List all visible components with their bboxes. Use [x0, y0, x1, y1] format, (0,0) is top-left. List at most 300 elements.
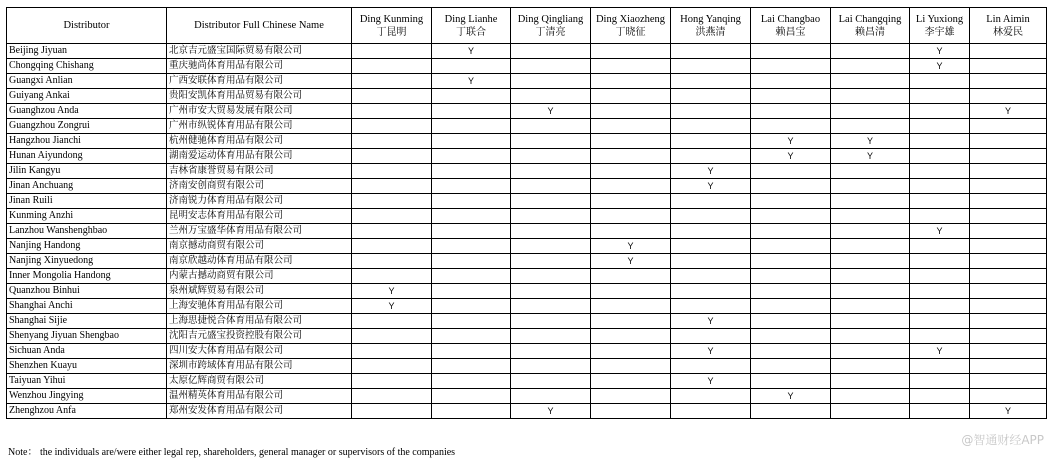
mark-cell-empty [432, 134, 511, 149]
mark-cell-yes: Y [831, 149, 910, 164]
table-row [7, 344, 1047, 359]
mark-cell-empty [831, 389, 910, 404]
table-row [7, 44, 1047, 59]
mark-cell-empty [751, 254, 831, 269]
mark-cell-yes: Y [671, 374, 751, 389]
mark-cell-empty [511, 59, 591, 74]
distributor-chinese-name: 四川安大体育用品有限公司 [167, 344, 352, 359]
mark-cell-empty [591, 404, 671, 419]
mark-cell-empty [671, 284, 751, 299]
header-person-en: Ding Xiaozheng [595, 13, 666, 25]
mark-cell-empty [352, 404, 432, 419]
mark-cell-empty [970, 44, 1047, 59]
table-row [7, 74, 1047, 89]
mark-cell-empty [970, 374, 1047, 389]
mark-cell-empty [751, 74, 831, 89]
mark-cell-empty [671, 44, 751, 59]
header-person-en: Lin Aimin [986, 13, 1030, 25]
mark-cell-empty [751, 224, 831, 239]
mark-cell-empty [751, 404, 831, 419]
table-row [7, 59, 1047, 74]
table-row [7, 104, 1047, 119]
mark-cell-empty [671, 269, 751, 284]
mark-cell-empty [751, 179, 831, 194]
table-row [7, 269, 1047, 284]
distributor-chinese-name: 太原亿辉商贸有限公司 [167, 374, 352, 389]
mark-cell-empty [352, 194, 432, 209]
mark-cell-empty [831, 209, 910, 224]
distributor-name: Lanzhou Wanshenghbao [7, 224, 167, 239]
distributor-chinese-name: 昆明安志体育用品有限公司 [167, 209, 352, 224]
mark-cell-empty [591, 149, 671, 164]
mark-cell-empty [671, 299, 751, 314]
mark-cell-empty [910, 149, 970, 164]
mark-cell-empty [831, 74, 910, 89]
table-row [7, 404, 1047, 419]
mark-cell-empty [432, 149, 511, 164]
mark-cell-empty [970, 254, 1047, 269]
mark-cell-empty [591, 359, 671, 374]
mark-cell-empty [511, 194, 591, 209]
mark-cell-empty [910, 194, 970, 209]
mark-cell-empty [591, 329, 671, 344]
table-row [7, 284, 1047, 299]
mark-cell-empty [511, 389, 591, 404]
distributor-chinese-name: 广西安联体育用品有限公司 [167, 74, 352, 89]
header-person-en: Ding Kunming [359, 13, 424, 25]
distributor-name: Jinan Ruili [7, 194, 167, 209]
mark-cell-empty [970, 59, 1047, 74]
header-person [511, 8, 591, 44]
distributor-name: Shanghai Sijie [7, 314, 167, 329]
distributor-chinese-name: 济南锐力体育用品有限公司 [167, 194, 352, 209]
mark-cell-empty [591, 194, 671, 209]
distributor-name: Beijing Jiyuan [7, 44, 167, 59]
distributor-name: Quanzhou Binhui [7, 284, 167, 299]
mark-cell-empty [751, 269, 831, 284]
header-person-cn: 赖昌宝 [775, 26, 806, 38]
mark-cell-yes: Y [591, 239, 671, 254]
mark-cell-empty [511, 299, 591, 314]
mark-cell-empty [671, 404, 751, 419]
mark-cell-empty [352, 254, 432, 269]
distributor-chinese-name: 南京欣越动体育用品有限公司 [167, 254, 352, 269]
mark-cell-empty [751, 284, 831, 299]
mark-cell-empty [970, 344, 1047, 359]
mark-cell-empty [591, 299, 671, 314]
mark-cell-empty [511, 164, 591, 179]
mark-cell-empty [352, 104, 432, 119]
mark-cell-empty [831, 254, 910, 269]
mark-cell-empty [831, 284, 910, 299]
mark-cell-empty [511, 74, 591, 89]
distributor-name: Guangxi Anlian [7, 74, 167, 89]
mark-cell-yes: Y [511, 404, 591, 419]
mark-cell-empty [432, 314, 511, 329]
distributor-chinese-name: 沈阳吉元盛宝投资控股有限公司 [167, 329, 352, 344]
mark-cell-empty [910, 134, 970, 149]
mark-cell-empty [910, 104, 970, 119]
mark-cell-empty [831, 224, 910, 239]
distributor-name: Hunan Aiyundong [7, 149, 167, 164]
mark-cell-empty [591, 74, 671, 89]
mark-cell-empty [910, 119, 970, 134]
table-row [7, 119, 1047, 134]
distributor-chinese-name: 深圳市跨域体育用品有限公司 [167, 359, 352, 374]
mark-cell-empty [751, 209, 831, 224]
mark-cell-empty [751, 329, 831, 344]
mark-cell-empty [432, 224, 511, 239]
distributor-name: Shanghai Anchi [7, 299, 167, 314]
mark-cell-empty [831, 299, 910, 314]
mark-cell-empty [671, 59, 751, 74]
mark-cell-empty [511, 329, 591, 344]
mark-cell-empty [910, 404, 970, 419]
mark-cell-empty [352, 344, 432, 359]
mark-cell-empty [910, 269, 970, 284]
mark-cell-empty [591, 119, 671, 134]
mark-cell-empty [432, 59, 511, 74]
table-row [7, 314, 1047, 329]
mark-cell-empty [352, 59, 432, 74]
distributor-name: Chongqing Chishang [7, 59, 167, 74]
mark-cell-yes: Y [751, 134, 831, 149]
header-person-cn: 丁清亮 [535, 26, 566, 38]
mark-cell-empty [432, 344, 511, 359]
mark-cell-empty [970, 284, 1047, 299]
mark-cell-empty [591, 344, 671, 359]
mark-cell-empty [591, 374, 671, 389]
mark-cell-empty [591, 89, 671, 104]
mark-cell-empty [432, 164, 511, 179]
mark-cell-empty [352, 224, 432, 239]
mark-cell-empty [751, 374, 831, 389]
mark-cell-empty [751, 359, 831, 374]
table-body [7, 44, 1047, 419]
mark-cell-empty [511, 344, 591, 359]
header-person [432, 8, 511, 44]
mark-cell-empty [970, 299, 1047, 314]
mark-cell-empty [831, 89, 910, 104]
mark-cell-empty [671, 209, 751, 224]
mark-cell-empty [970, 269, 1047, 284]
mark-cell-yes: Y [352, 299, 432, 314]
mark-cell-yes: Y [751, 149, 831, 164]
mark-cell-empty [671, 104, 751, 119]
mark-cell-empty [671, 389, 751, 404]
mark-cell-empty [910, 239, 970, 254]
distributor-chinese-name: 兰州万宝盛华体育用品有限公司 [167, 224, 352, 239]
mark-cell-empty [352, 314, 432, 329]
distributor-name: Sichuan Anda [7, 344, 167, 359]
distributor-name: Jinan Anchuang [7, 179, 167, 194]
distributor-name: Guiyang Ankai [7, 89, 167, 104]
watermark: @智通财经APP [961, 433, 1044, 447]
mark-cell-empty [910, 374, 970, 389]
distributor-chinese-name: 广州市纵锐体育用品有限公司 [167, 119, 352, 134]
mark-cell-empty [511, 254, 591, 269]
distributor-name: Taiyuan Yihui [7, 374, 167, 389]
mark-cell-empty [432, 284, 511, 299]
mark-cell-empty [511, 269, 591, 284]
mark-cell-empty [352, 239, 432, 254]
mark-cell-empty [352, 44, 432, 59]
mark-cell-empty [751, 194, 831, 209]
mark-cell-empty [432, 299, 511, 314]
mark-cell-empty [352, 179, 432, 194]
mark-cell-empty [352, 359, 432, 374]
mark-cell-empty [671, 74, 751, 89]
mark-cell-yes: Y [671, 179, 751, 194]
distributor-name: Guangzhou Zongrui [7, 119, 167, 134]
mark-cell-empty [910, 329, 970, 344]
header-person-en: Lai Changbao [760, 13, 821, 25]
distributor-name: Inner Mongolia Handong [7, 269, 167, 284]
mark-cell-empty [751, 314, 831, 329]
mark-cell-empty [831, 239, 910, 254]
table-row [7, 254, 1047, 269]
mark-cell-empty [352, 74, 432, 89]
mark-cell-yes: Y [751, 389, 831, 404]
mark-cell-empty [432, 239, 511, 254]
mark-cell-empty [970, 134, 1047, 149]
mark-cell-empty [432, 194, 511, 209]
mark-cell-empty [511, 179, 591, 194]
table-row [7, 239, 1047, 254]
mark-cell-empty [511, 374, 591, 389]
mark-cell-empty [831, 104, 910, 119]
mark-cell-empty [591, 104, 671, 119]
mark-cell-yes: Y [910, 44, 970, 59]
mark-cell-empty [432, 404, 511, 419]
mark-cell-empty [432, 374, 511, 389]
distributor-name: Kunming Anzhi [7, 209, 167, 224]
distributor-chinese-name: 济南安创商贸有限公司 [167, 179, 352, 194]
mark-cell-empty [910, 359, 970, 374]
header-person [352, 8, 432, 44]
mark-cell-empty [432, 179, 511, 194]
mark-cell-empty [671, 149, 751, 164]
table-row [7, 329, 1047, 344]
header-person-en: Ding Lianhe [444, 13, 498, 25]
mark-cell-empty [831, 344, 910, 359]
mark-cell-empty [591, 179, 671, 194]
mark-cell-empty [970, 359, 1047, 374]
mark-cell-empty [970, 164, 1047, 179]
footnote: Note： the individuals are/were either legal rep, shareholders, general manager or supervisors of the companies [8, 447, 456, 458]
mark-cell-empty [831, 404, 910, 419]
distributor-name: Guanghzou Anda [7, 104, 167, 119]
mark-cell-empty [511, 224, 591, 239]
distributor-chinese-name: 广州市安大贸易发展有限公司 [167, 104, 352, 119]
mark-cell-empty [831, 164, 910, 179]
mark-cell-empty [751, 44, 831, 59]
mark-cell-empty [671, 254, 751, 269]
table-row [7, 299, 1047, 314]
mark-cell-yes: Y [970, 104, 1047, 119]
mark-cell-empty [831, 269, 910, 284]
mark-cell-empty [970, 314, 1047, 329]
mark-cell-empty [970, 209, 1047, 224]
mark-cell-empty [432, 209, 511, 224]
mark-cell-empty [671, 194, 751, 209]
table-row [7, 134, 1047, 149]
mark-cell-empty [432, 269, 511, 284]
mark-cell-yes: Y [910, 344, 970, 359]
header-person-en: Lai Changqing [838, 13, 902, 25]
distributor-chinese-name: 湖南爱运动体育用品有限公司 [167, 149, 352, 164]
mark-cell-yes: Y [511, 104, 591, 119]
mark-cell-empty [970, 224, 1047, 239]
distributor-chinese-name: 内蒙古撼动商贸有限公司 [167, 269, 352, 284]
header-person [970, 8, 1047, 44]
distributor-name: Zhenghzou Anfa [7, 404, 167, 419]
mark-cell-empty [352, 269, 432, 284]
mark-cell-empty [432, 89, 511, 104]
distributor-table [6, 7, 1047, 419]
mark-cell-empty [831, 119, 910, 134]
mark-cell-empty [671, 239, 751, 254]
table-row [7, 149, 1047, 164]
header-person [910, 8, 970, 44]
mark-cell-empty [511, 314, 591, 329]
table-row [7, 164, 1047, 179]
mark-cell-empty [751, 164, 831, 179]
mark-cell-empty [352, 149, 432, 164]
mark-cell-empty [352, 329, 432, 344]
mark-cell-empty [591, 269, 671, 284]
mark-cell-empty [432, 389, 511, 404]
mark-cell-empty [970, 389, 1047, 404]
mark-cell-empty [511, 149, 591, 164]
mark-cell-empty [352, 389, 432, 404]
distributor-chinese-name: 温州精英体育用品有限公司 [167, 389, 352, 404]
header-person-cn: 洪燕清 [695, 26, 726, 38]
mark-cell-empty [910, 74, 970, 89]
mark-cell-empty [352, 119, 432, 134]
header-person-en: Hong Yanqing [680, 13, 741, 25]
mark-cell-empty [970, 89, 1047, 104]
mark-cell-empty [910, 254, 970, 269]
distributor-chinese-name: 上海思捷悦合体育用品有限公司 [167, 314, 352, 329]
mark-cell-empty [831, 329, 910, 344]
mark-cell-yes: Y [352, 284, 432, 299]
mark-cell-yes: Y [910, 224, 970, 239]
mark-cell-empty [591, 389, 671, 404]
mark-cell-empty [511, 284, 591, 299]
header-full-chinese-name: Distributor Full Chinese Name [167, 8, 352, 44]
table-row [7, 89, 1047, 104]
header-person-cn: 林爱民 [993, 26, 1023, 38]
table-row [7, 209, 1047, 224]
distributor-name: Wenzhou Jingying [7, 389, 167, 404]
mark-cell-empty [352, 374, 432, 389]
mark-cell-empty [831, 44, 910, 59]
mark-cell-empty [671, 224, 751, 239]
mark-cell-empty [910, 209, 970, 224]
mark-cell-empty [352, 89, 432, 104]
mark-cell-empty [432, 359, 511, 374]
mark-cell-empty [352, 164, 432, 179]
mark-cell-empty [910, 389, 970, 404]
distributor-chinese-name: 泉州斌辉贸易有限公司 [167, 284, 352, 299]
mark-cell-empty [591, 59, 671, 74]
mark-cell-empty [511, 134, 591, 149]
header-person-cn: 李宇雄 [924, 26, 955, 38]
mark-cell-empty [591, 164, 671, 179]
mark-cell-empty [352, 209, 432, 224]
mark-cell-empty [432, 254, 511, 269]
mark-cell-empty [751, 59, 831, 74]
mark-cell-empty [511, 359, 591, 374]
mark-cell-empty [831, 179, 910, 194]
mark-cell-empty [432, 119, 511, 134]
distributor-chinese-name: 贵阳安凯体育用品贸易有限公司 [167, 89, 352, 104]
distributor-chinese-name: 北京吉元盛宝国际贸易有限公司 [167, 44, 352, 59]
table-row [7, 224, 1047, 239]
table-row [7, 194, 1047, 209]
mark-cell-yes: Y [671, 164, 751, 179]
mark-cell-empty [591, 44, 671, 59]
mark-cell-empty [831, 59, 910, 74]
mark-cell-empty [751, 239, 831, 254]
mark-cell-empty [970, 239, 1047, 254]
header-person-cn: 赖昌清 [855, 26, 885, 38]
distributor-name: Shenyang Jiyuan Shengbao [7, 329, 167, 344]
mark-cell-yes: Y [970, 404, 1047, 419]
mark-cell-empty [910, 284, 970, 299]
mark-cell-empty [970, 329, 1047, 344]
mark-cell-empty [831, 314, 910, 329]
mark-cell-yes: Y [432, 74, 511, 89]
distributor-chinese-name: 郑州安发体育用品有限公司 [167, 404, 352, 419]
header-person-cn: 丁晓征 [615, 26, 646, 38]
distributor-chinese-name: 上海安驰体育用品有限公司 [167, 299, 352, 314]
mark-cell-yes: Y [432, 44, 511, 59]
header-person-cn: 丁昆明 [376, 26, 407, 38]
mark-cell-empty [511, 209, 591, 224]
distributor-chinese-name: 杭州健驰体育用品有限公司 [167, 134, 352, 149]
mark-cell-empty [910, 164, 970, 179]
mark-cell-empty [970, 149, 1047, 164]
table-row [7, 389, 1047, 404]
mark-cell-empty [831, 374, 910, 389]
mark-cell-empty [970, 194, 1047, 209]
mark-cell-empty [591, 224, 671, 239]
mark-cell-empty [511, 44, 591, 59]
mark-cell-empty [432, 104, 511, 119]
header-person-en: Li Yuxiong [915, 13, 964, 25]
table-row [7, 374, 1047, 389]
table-row [7, 359, 1047, 374]
distributor-name: Nanjing Xinyuedong [7, 254, 167, 269]
mark-cell-empty [751, 119, 831, 134]
mark-cell-empty [910, 89, 970, 104]
mark-cell-empty [511, 239, 591, 254]
table-header-row [7, 8, 1047, 44]
distributor-name: Jilin Kangyu [7, 164, 167, 179]
distributor-name: Nanjing Handong [7, 239, 167, 254]
mark-cell-empty [591, 209, 671, 224]
mark-cell-empty [751, 89, 831, 104]
header-person-en: Ding Qingliang [517, 13, 584, 25]
header-person [751, 8, 831, 44]
mark-cell-empty [511, 119, 591, 134]
mark-cell-empty [751, 344, 831, 359]
distributor-name: Hangzhou Jianchi [7, 134, 167, 149]
header-person [591, 8, 671, 44]
mark-cell-empty [910, 299, 970, 314]
